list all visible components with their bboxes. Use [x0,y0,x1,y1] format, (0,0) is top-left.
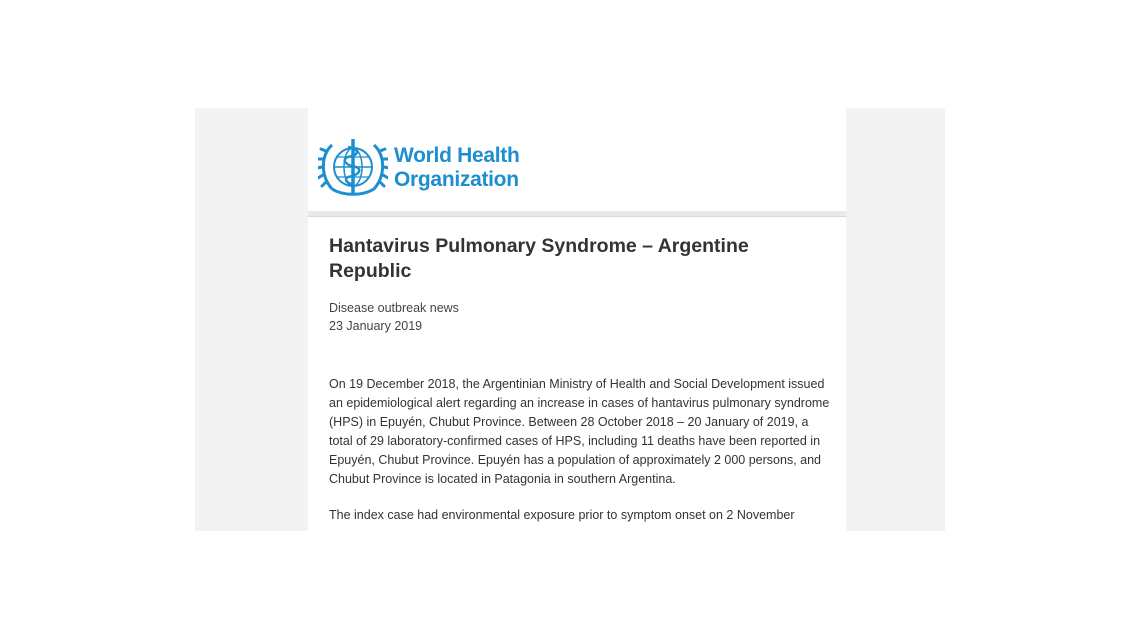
logo-line-1: World Health [394,144,520,167]
article-category: Disease outbreak news [329,301,459,315]
email-header [308,108,846,211]
header-divider [308,211,846,217]
article-title: Hantavirus Pulmonary Syndrome – Argentine Republic [329,235,749,282]
screenshot-frame [195,108,945,531]
email-body [308,108,846,531]
who-logo-wordmark [394,144,520,192]
article-content [329,234,834,525]
article-date: 23 January 2019 [329,319,423,333]
logo-line-2: Organization [394,168,519,191]
article-paragraph-2: The index case had environmental exposure prior to symptom onset on 2 November [329,508,795,523]
who-emblem-icon [318,135,388,197]
article-paragraph-1: On 19 December 2018, the Argentinian Ministry of Health and Social Development issued an epidemiological alert regarding an increase in cases of hantavirus pulmonary syndrome (HPS) in Epuyén, Chubut Province. Between 28 October 2018 – 20 January of 2019, a total of 29 laboratory-confirmed cases of HPS, including 11 deaths have been reported in Epuyén, Chubut Province. Epuyén has a population of approximately 2 000 persons, and Chubut Province is located in Patagonia in southern Argentina. [329,377,830,486]
article-meta [329,299,834,335]
